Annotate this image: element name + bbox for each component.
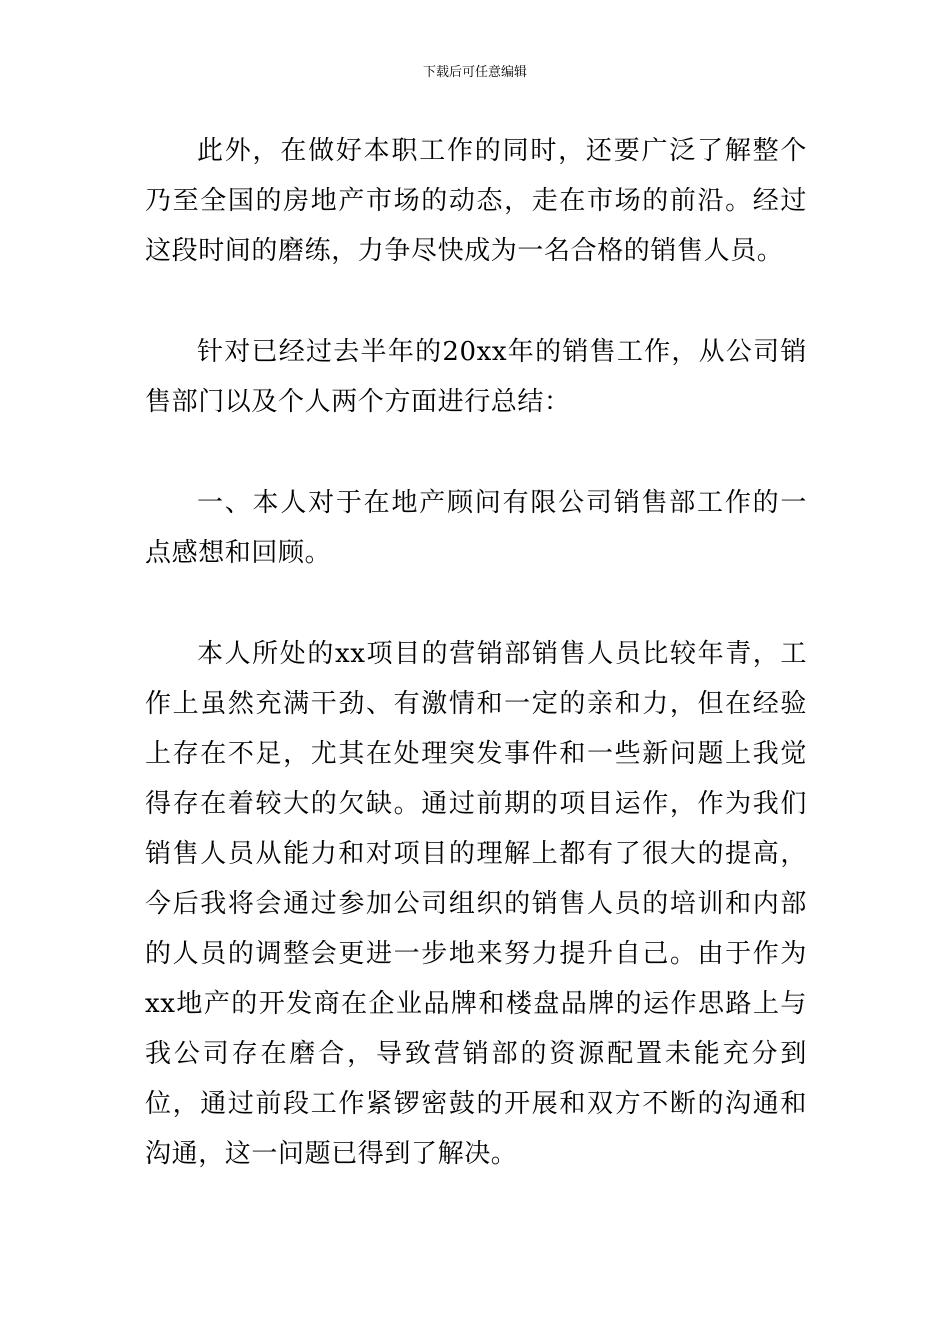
paragraph-3: 一、本人对于在地产顾问有限公司销售部工作的一点感想和回顾。 bbox=[145, 488, 807, 568]
paragraph-2: 针对已经过去半年的20xx年的销售工作，从公司销售部门以及个人两个方面进行总结： bbox=[145, 337, 807, 417]
paragraph-1: 此外，在做好本职工作的同时，还要广泛了解整个乃至全国的房地产市场的动态，走在市场的前沿。经过这段时间的磨练，力争尽快成为一名合格的销售人员。 bbox=[145, 136, 807, 266]
document-body bbox=[145, 126, 807, 1179]
header-note: 下载后可任意编辑 bbox=[422, 65, 527, 80]
paragraph-4: 本人所处的xx项目的营销部销售人员比较年青，工作上虽然充满干劲、有激情和一定的亲和力，但在经验上存在不足，尤其在处理突发事件和一些新问题上我觉得存在着较大的欠缺。通过前期的项目运作，作为我们销售人员从能力和对项目的理解上都有了很大的提高，今后我将会通过参加公司组织的销售人员的培训和内部的人员的调整会更进一步地来努力提升自己。由于作为xx地产的开发商在企业品牌和楼盘品牌的运作思路上与我公司存在磨合，导致营销部的资源配置未能充分到位，通过前段工作紧锣密鼓的开展和双方不断的沟通和沟通，这一问题已得到了解决。 bbox=[145, 639, 807, 1169]
